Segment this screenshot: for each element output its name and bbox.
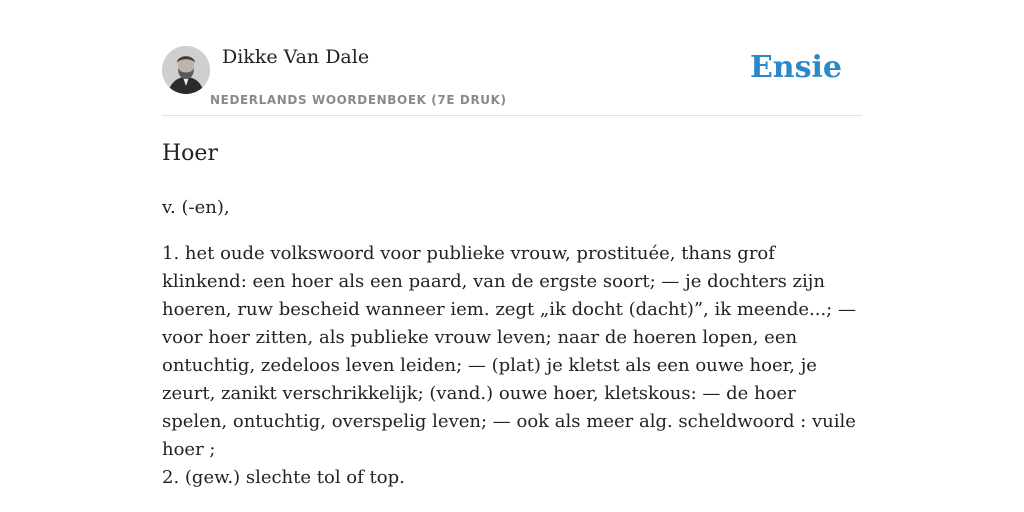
entry-grammar: v. (-en), bbox=[162, 197, 230, 218]
page-header bbox=[162, 44, 862, 116]
entry-definitions bbox=[162, 240, 864, 492]
definition-item: 2. (gew.) slechte tol of top. bbox=[162, 467, 405, 488]
author-portrait-icon bbox=[162, 46, 210, 94]
entry-content bbox=[162, 138, 864, 492]
source-name[interactable]: NEDERLANDS WOORDENBOEK (7E DRUK) bbox=[210, 93, 507, 107]
brand-logo-link[interactable]: Ensie bbox=[749, 50, 842, 85]
author-name[interactable]: Dikke Van Dale bbox=[222, 46, 370, 68]
author-avatar[interactable] bbox=[162, 46, 210, 94]
entry-term: Hoer bbox=[162, 141, 218, 166]
definition-item: 1. het oude volkswoord voor publieke vrouw, prostituée, thans grof klinkend: een hoer als een paard, van de ergste soort; — je dochters zijn hoeren, ruw bescheid wanneer iem. zegt „ik docht (dacht)”, ik meende...; — voor hoer zitten, als publieke vrouw leven; naar de hoeren lopen, een ontuchtig, zedeloos leven leiden; — (plat) je kletst als een ouwe hoer, je zeurt, zanikt verschrikkelijk; (vand.) ouwe hoer, kletskous: — de hoer spelen, ontuchtig, overspelig leven; — ook als meer alg. scheldwoord : vuile hoer ; bbox=[162, 243, 856, 460]
